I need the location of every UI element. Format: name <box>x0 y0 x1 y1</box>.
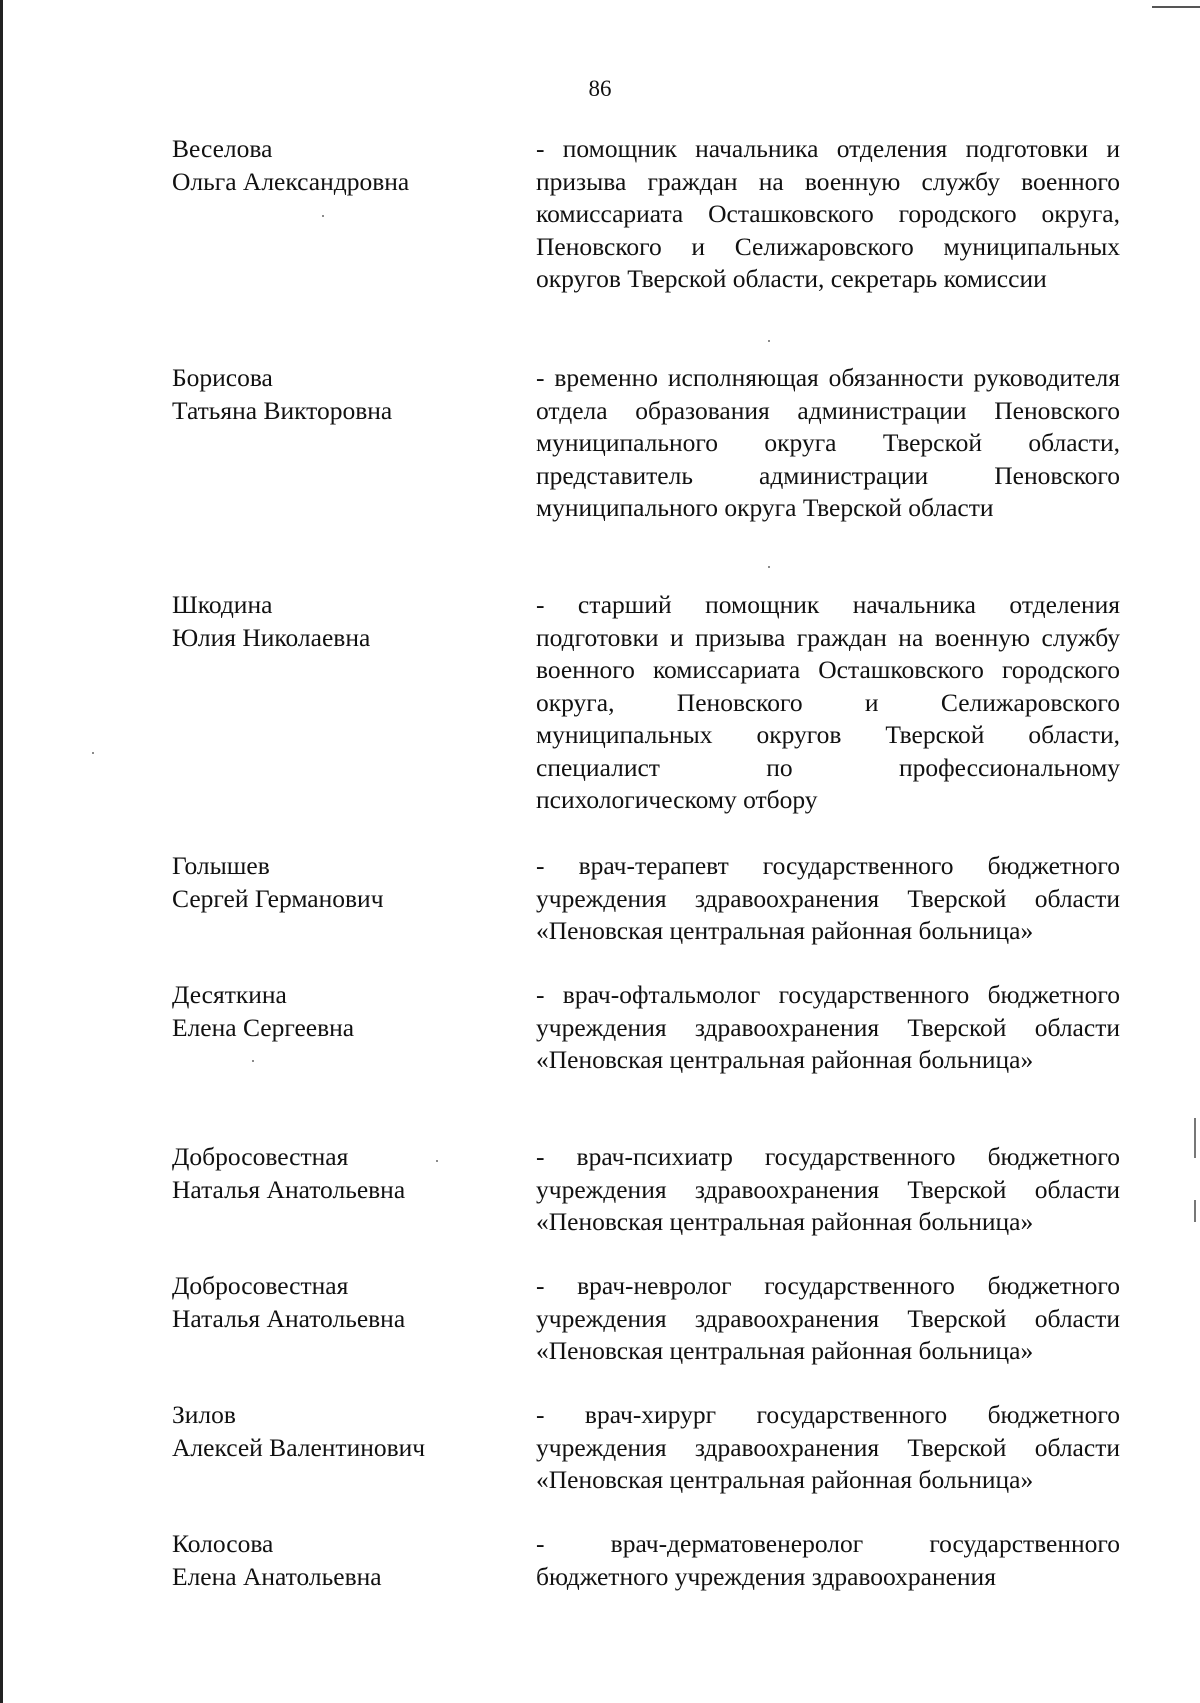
member-surname: Голышев <box>172 851 270 880</box>
member-given-names: Алексей Валентинович <box>172 1432 426 1462</box>
member-name <box>172 589 502 654</box>
member-surname: Десяткина <box>172 980 287 1009</box>
member-name <box>172 850 502 915</box>
scan-edge-line <box>0 0 3 1703</box>
member-role: - врач-дерматовенеролог государственного бюджетного учреждения здравоохранения <box>536 1529 1120 1591</box>
member-role: - врач-невролог государственного бюджетного учреждения здравоохранения Тверской области «Пеновская центральная районная больница» <box>536 1271 1120 1365</box>
member-given-names: Ольга Александровна <box>172 166 410 196</box>
member-surname: Веселова <box>172 134 273 163</box>
member-role: - врач-офтальмолог государственного бюджетного учреждения здравоохранения Тверской области «Пеновская центральная районная больница» <box>536 980 1120 1074</box>
scan-top-rule <box>1152 6 1200 8</box>
scan-speck <box>768 566 770 568</box>
member-role: - временно исполняющая обязанности руководителя отдела образования администрации Пеновского муниципального округа Тверской области, представитель администрации Пеновского муниципального округа Тверской области <box>536 363 1120 522</box>
scan-speck <box>322 215 324 217</box>
member-surname: Борисова <box>172 363 273 392</box>
member-given-names: Сергей Германович <box>172 883 384 913</box>
member-role: - врач-терапевт государственного бюджетного учреждения здравоохранения Тверской области «Пеновская центральная районная больница» <box>536 851 1120 945</box>
scan-speck <box>252 1060 254 1062</box>
member-surname: Добросовестная <box>172 1271 349 1300</box>
member-given-names: Наталья Анатольевна <box>172 1174 406 1204</box>
member-name <box>172 1399 502 1464</box>
member-given-names: Наталья Анатольевна <box>172 1303 406 1333</box>
member-name <box>172 979 502 1044</box>
member-given-names: Елена Сергеевна <box>172 1012 355 1042</box>
member-name <box>172 1270 502 1335</box>
member-role: - врач-психиатр государственного бюджетного учреждения здравоохранения Тверской области «Пеновская центральная районная больница» <box>536 1142 1120 1236</box>
member-surname: Добросовестная <box>172 1142 349 1171</box>
member-surname: Колосова <box>172 1529 274 1558</box>
member-given-names: Елена Анатольевна <box>172 1561 382 1591</box>
member-name <box>172 1141 502 1206</box>
scan-right-mark <box>1194 1200 1196 1222</box>
scan-speck <box>92 752 94 754</box>
scan-speck <box>768 340 770 342</box>
member-name <box>172 133 502 198</box>
member-role: - старший помощник начальника отделения подготовки и призыва граждан на военную службу военного комиссариата Осташковского городского округа, Пеновского и Селижаровского муниципальных округов Тверской области, специалист по профессиональному психологическому отбору <box>536 590 1120 814</box>
member-given-names: Татьяна Викторовна <box>172 395 393 425</box>
member-role: - помощник начальника отделения подготовки и призыва граждан на военную службу военного комиссариата Осташковского городского округа, Пеновского и Селижаровского муниципальных округов Тверской области, секретарь комиссии <box>536 134 1120 293</box>
member-role: - врач-хирург государственного бюджетного учреждения здравоохранения Тверской области «Пеновская центральная районная больница» <box>536 1400 1120 1494</box>
member-given-names: Юлия Николаевна <box>172 622 371 652</box>
member-name <box>172 362 502 427</box>
member-surname: Шкодина <box>172 590 273 619</box>
page-number: 86 <box>588 76 612 101</box>
member-surname: Зилов <box>172 1400 236 1429</box>
member-name <box>172 1528 502 1593</box>
scan-right-mark <box>1194 1118 1196 1158</box>
